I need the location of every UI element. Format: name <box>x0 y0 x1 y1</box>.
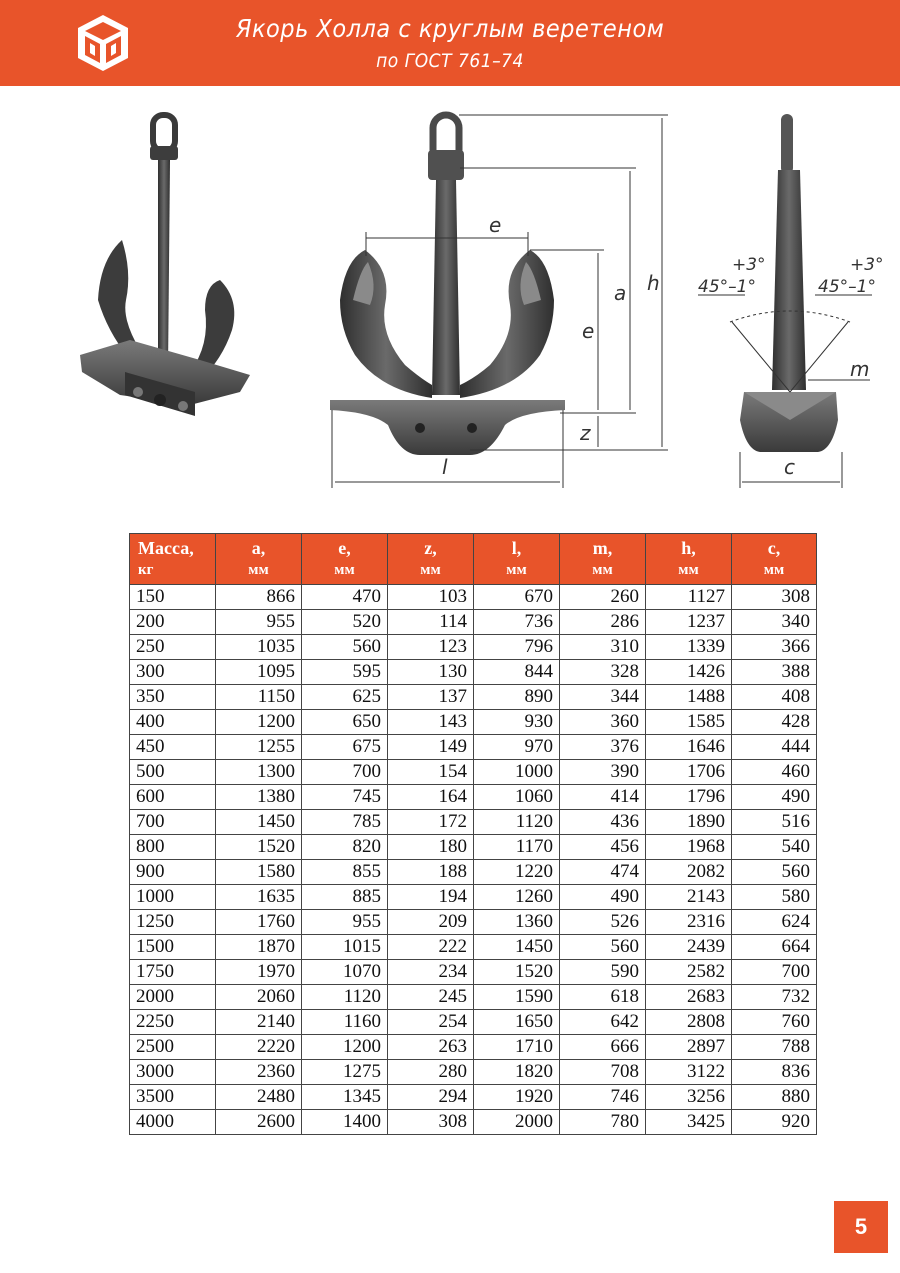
table-cell: 1488 <box>646 685 732 710</box>
table-cell: 103 <box>388 585 474 610</box>
dim-a-label: a <box>614 281 627 305</box>
table-cell: 154 <box>388 760 474 785</box>
table-cell: 294 <box>388 1085 474 1110</box>
dim-z-label: z <box>580 421 591 445</box>
table-cell: 188 <box>388 860 474 885</box>
table-cell: 1820 <box>474 1060 560 1085</box>
table-cell: 3122 <box>646 1060 732 1085</box>
table-cell: 400 <box>130 710 216 735</box>
column-header-unit: мм <box>678 562 699 578</box>
table-cell: 1060 <box>474 785 560 810</box>
table-cell: 263 <box>388 1035 474 1060</box>
table-cell: 560 <box>560 935 646 960</box>
anchor-spec-table <box>129 533 817 1135</box>
table-cell: 130 <box>388 660 474 685</box>
table-cell: 642 <box>560 1010 646 1035</box>
table-cell: 1339 <box>646 635 732 660</box>
tol-right-plus-label: +3° <box>850 255 884 275</box>
table-row <box>130 1010 817 1035</box>
table-row <box>130 585 817 610</box>
table-cell: 836 <box>732 1060 817 1085</box>
table-cell: 745 <box>302 785 388 810</box>
table-cell: 900 <box>130 860 216 885</box>
table-cell: 444 <box>732 735 817 760</box>
table-cell: 1170 <box>474 835 560 860</box>
tol-left-plus-label: +3° <box>732 255 766 275</box>
table-cell: 1200 <box>216 710 302 735</box>
table-cell: 1968 <box>646 835 732 860</box>
table-cell: 1300 <box>216 760 302 785</box>
table-cell: 1890 <box>646 810 732 835</box>
table-cell: 414 <box>560 785 646 810</box>
table-cell: 350 <box>130 685 216 710</box>
table-cell: 250 <box>130 635 216 660</box>
page-number-badge: 5 <box>834 1201 888 1253</box>
table-cell: 1650 <box>474 1010 560 1035</box>
table-cell: 732 <box>732 985 817 1010</box>
table-cell: 254 <box>388 1010 474 1035</box>
column-header-name: c, <box>767 538 781 558</box>
dim-l-label: l <box>442 455 448 479</box>
table-cell: 388 <box>732 660 817 685</box>
column-header-unit: мм <box>592 562 613 578</box>
table-cell: 526 <box>560 910 646 935</box>
table-cell: 785 <box>302 810 388 835</box>
anchor-front-view <box>330 115 565 455</box>
table-cell: 1450 <box>474 935 560 960</box>
table-cell: 2220 <box>216 1035 302 1060</box>
table-cell: 390 <box>560 760 646 785</box>
table-cell: 286 <box>560 610 646 635</box>
table-cell: 1920 <box>474 1085 560 1110</box>
table-cell: 1015 <box>302 935 388 960</box>
table-cell: 760 <box>732 1010 817 1035</box>
table-cell: 245 <box>388 985 474 1010</box>
table-row <box>130 760 817 785</box>
table-row <box>130 685 817 710</box>
table-cell: 516 <box>732 810 817 835</box>
table-cell: 520 <box>302 610 388 635</box>
table-cell: 580 <box>732 885 817 910</box>
table-cell: 2582 <box>646 960 732 985</box>
table-cell: 1750 <box>130 960 216 985</box>
table-cell: 1127 <box>646 585 732 610</box>
table-cell: 2060 <box>216 985 302 1010</box>
table-cell: 1275 <box>302 1060 388 1085</box>
table-cell: 1646 <box>646 735 732 760</box>
table-cell: 1760 <box>216 910 302 935</box>
table-cell: 2140 <box>216 1010 302 1035</box>
table-cell: 1360 <box>474 910 560 935</box>
table-cell: 1400 <box>302 1110 388 1135</box>
table-cell: 820 <box>302 835 388 860</box>
table-cell: 1870 <box>216 935 302 960</box>
table-cell: 664 <box>732 935 817 960</box>
table-cell: 540 <box>732 835 817 860</box>
table-cell: 800 <box>130 835 216 860</box>
table-cell: 2360 <box>216 1060 302 1085</box>
table-cell: 590 <box>560 960 646 985</box>
table-cell: 1220 <box>474 860 560 885</box>
table-cell: 137 <box>388 685 474 710</box>
table-cell: 2439 <box>646 935 732 960</box>
table-cell: 460 <box>732 760 817 785</box>
table-cell: 920 <box>732 1110 817 1135</box>
table-cell: 1426 <box>646 660 732 685</box>
table-cell: 1450 <box>216 810 302 835</box>
table-cell: 1710 <box>474 1035 560 1060</box>
table-cell: 930 <box>474 710 560 735</box>
column-header-unit: мм <box>763 562 785 578</box>
table-cell: 3000 <box>130 1060 216 1085</box>
table-cell: 560 <box>302 635 388 660</box>
table-cell: 344 <box>560 685 646 710</box>
table-cell: 746 <box>560 1085 646 1110</box>
column-header <box>560 534 646 585</box>
table-cell: 1380 <box>216 785 302 810</box>
table-cell: 2250 <box>130 1010 216 1035</box>
table-cell: 970 <box>474 735 560 760</box>
table-cell: 1635 <box>216 885 302 910</box>
column-header-name: e, <box>338 538 351 558</box>
table-cell: 625 <box>302 685 388 710</box>
table-row <box>130 1110 817 1135</box>
column-header <box>302 534 388 585</box>
column-header <box>474 534 560 585</box>
table-cell: 366 <box>732 635 817 660</box>
column-header <box>130 534 216 585</box>
table-cell: 456 <box>560 835 646 860</box>
table-row <box>130 785 817 810</box>
table-cell: 470 <box>302 585 388 610</box>
table-cell: 2082 <box>646 860 732 885</box>
column-header <box>216 534 302 585</box>
table-cell: 428 <box>732 710 817 735</box>
table-cell: 340 <box>732 610 817 635</box>
column-header-name: m, <box>592 538 613 558</box>
table-cell: 1970 <box>216 960 302 985</box>
table-cell: 1796 <box>646 785 732 810</box>
table-cell: 4000 <box>130 1110 216 1135</box>
table-row <box>130 1085 817 1110</box>
table-cell: 474 <box>560 860 646 885</box>
column-header <box>732 534 817 585</box>
table-cell: 280 <box>388 1060 474 1085</box>
table-cell: 796 <box>474 635 560 660</box>
column-header-unit: мм <box>334 562 355 578</box>
table-cell: 2600 <box>216 1110 302 1135</box>
table-cell: 1237 <box>646 610 732 635</box>
table-header-row <box>130 534 817 585</box>
table-cell: 150 <box>130 585 216 610</box>
table-cell: 2316 <box>646 910 732 935</box>
table-cell: 222 <box>388 935 474 960</box>
table-cell: 300 <box>130 660 216 685</box>
table-cell: 1520 <box>216 835 302 860</box>
table-cell: 890 <box>474 685 560 710</box>
table-cell: 209 <box>388 910 474 935</box>
table-cell: 2143 <box>646 885 732 910</box>
table-cell: 2500 <box>130 1035 216 1060</box>
table-cell: 700 <box>732 960 817 985</box>
table-cell: 3256 <box>646 1085 732 1110</box>
column-header-name: z, <box>424 538 437 558</box>
column-header <box>646 534 732 585</box>
table-cell: 114 <box>388 610 474 635</box>
table-cell: 1160 <box>302 1010 388 1035</box>
anchor-3d-view <box>80 115 250 416</box>
table-cell: 408 <box>732 685 817 710</box>
table-row <box>130 985 817 1010</box>
table-cell: 500 <box>130 760 216 785</box>
table-cell: 2897 <box>646 1035 732 1060</box>
table-row <box>130 1035 817 1060</box>
column-header-name: Масса, <box>138 538 194 558</box>
table-cell: 234 <box>388 960 474 985</box>
table-cell: 450 <box>130 735 216 760</box>
table-cell: 788 <box>732 1035 817 1060</box>
table-row <box>130 1060 817 1085</box>
table-cell: 490 <box>560 885 646 910</box>
table-cell: 1500 <box>130 935 216 960</box>
column-header <box>388 534 474 585</box>
table-row <box>130 810 817 835</box>
table-cell: 736 <box>474 610 560 635</box>
table-cell: 1580 <box>216 860 302 885</box>
table-cell: 1000 <box>474 760 560 785</box>
column-header-unit: мм <box>420 562 441 578</box>
table-cell: 2480 <box>216 1085 302 1110</box>
table-cell: 675 <box>302 735 388 760</box>
table-cell: 260 <box>560 585 646 610</box>
column-header-name: h, <box>681 538 696 558</box>
table-cell: 308 <box>388 1110 474 1135</box>
dim-c-label: c <box>784 455 795 479</box>
dim-e-top-label: e <box>489 213 502 237</box>
tol-right-base-label: 45°–1° <box>818 277 876 297</box>
table-row <box>130 660 817 685</box>
table-cell: 666 <box>560 1035 646 1060</box>
table-cell: 885 <box>302 885 388 910</box>
table-cell: 1070 <box>302 960 388 985</box>
table-cell: 308 <box>732 585 817 610</box>
table-cell: 310 <box>560 635 646 660</box>
table-cell: 2000 <box>130 985 216 1010</box>
table-cell: 1260 <box>474 885 560 910</box>
table-cell: 595 <box>302 660 388 685</box>
table-row <box>130 710 817 735</box>
table-cell: 880 <box>732 1085 817 1110</box>
table-cell: 700 <box>130 810 216 835</box>
table-cell: 2808 <box>646 1010 732 1035</box>
table-cell: 1585 <box>646 710 732 735</box>
table-cell: 1255 <box>216 735 302 760</box>
table-cell: 149 <box>388 735 474 760</box>
table-row <box>130 935 817 960</box>
table-cell: 123 <box>388 635 474 660</box>
table-cell: 1150 <box>216 685 302 710</box>
table-row <box>130 885 817 910</box>
table-cell: 1590 <box>474 985 560 1010</box>
table-cell: 708 <box>560 1060 646 1085</box>
table-cell: 328 <box>560 660 646 685</box>
table-cell: 1520 <box>474 960 560 985</box>
anchor-drawings <box>0 90 900 510</box>
table-cell: 436 <box>560 810 646 835</box>
table-cell: 2000 <box>474 1110 560 1135</box>
table-row <box>130 610 817 635</box>
table-cell: 650 <box>302 710 388 735</box>
table-body <box>130 585 817 1135</box>
table-cell: 1120 <box>302 985 388 1010</box>
table-cell: 1200 <box>302 1035 388 1060</box>
page-subtitle: по ГОСТ 761–74 <box>376 50 524 72</box>
table-row <box>130 960 817 985</box>
table-cell: 1250 <box>130 910 216 935</box>
table-cell: 172 <box>388 810 474 835</box>
dim-m-label: m <box>850 357 870 381</box>
table-cell: 700 <box>302 760 388 785</box>
page-title: Якорь Холла с круглым веретеном <box>235 14 665 43</box>
table-cell: 618 <box>560 985 646 1010</box>
table-cell: 1035 <box>216 635 302 660</box>
dim-e-side-label: e <box>582 319 595 343</box>
table-cell: 1345 <box>302 1085 388 1110</box>
table-cell: 955 <box>216 610 302 635</box>
column-header-unit: мм <box>248 562 269 578</box>
table-cell: 560 <box>732 860 817 885</box>
table-cell: 2683 <box>646 985 732 1010</box>
table-cell: 490 <box>732 785 817 810</box>
dim-h-label: h <box>647 271 660 295</box>
table-cell: 1095 <box>216 660 302 685</box>
table-cell: 955 <box>302 910 388 935</box>
table-cell: 143 <box>388 710 474 735</box>
table-cell: 180 <box>388 835 474 860</box>
table-cell: 376 <box>560 735 646 760</box>
table-cell: 780 <box>560 1110 646 1135</box>
table-cell: 3500 <box>130 1085 216 1110</box>
table-row <box>130 635 817 660</box>
column-header-unit: мм <box>506 562 527 578</box>
table-cell: 1120 <box>474 810 560 835</box>
column-header-name: a, <box>251 538 266 558</box>
column-header-unit: кг <box>138 562 154 578</box>
table-cell: 1706 <box>646 760 732 785</box>
table-row <box>130 910 817 935</box>
table-cell: 1000 <box>130 885 216 910</box>
table-cell: 844 <box>474 660 560 685</box>
table-row <box>130 835 817 860</box>
table-cell: 866 <box>216 585 302 610</box>
table-cell: 200 <box>130 610 216 635</box>
tol-left-base-label: 45°–1° <box>698 277 756 297</box>
table-cell: 3425 <box>646 1110 732 1135</box>
table-cell: 670 <box>474 585 560 610</box>
table-cell: 164 <box>388 785 474 810</box>
table-cell: 360 <box>560 710 646 735</box>
page-header <box>0 0 900 86</box>
table-row <box>130 735 817 760</box>
column-header-name: l, <box>511 538 522 558</box>
table-cell: 600 <box>130 785 216 810</box>
table-row <box>130 860 817 885</box>
table-cell: 194 <box>388 885 474 910</box>
table-cell: 855 <box>302 860 388 885</box>
table-cell: 624 <box>732 910 817 935</box>
